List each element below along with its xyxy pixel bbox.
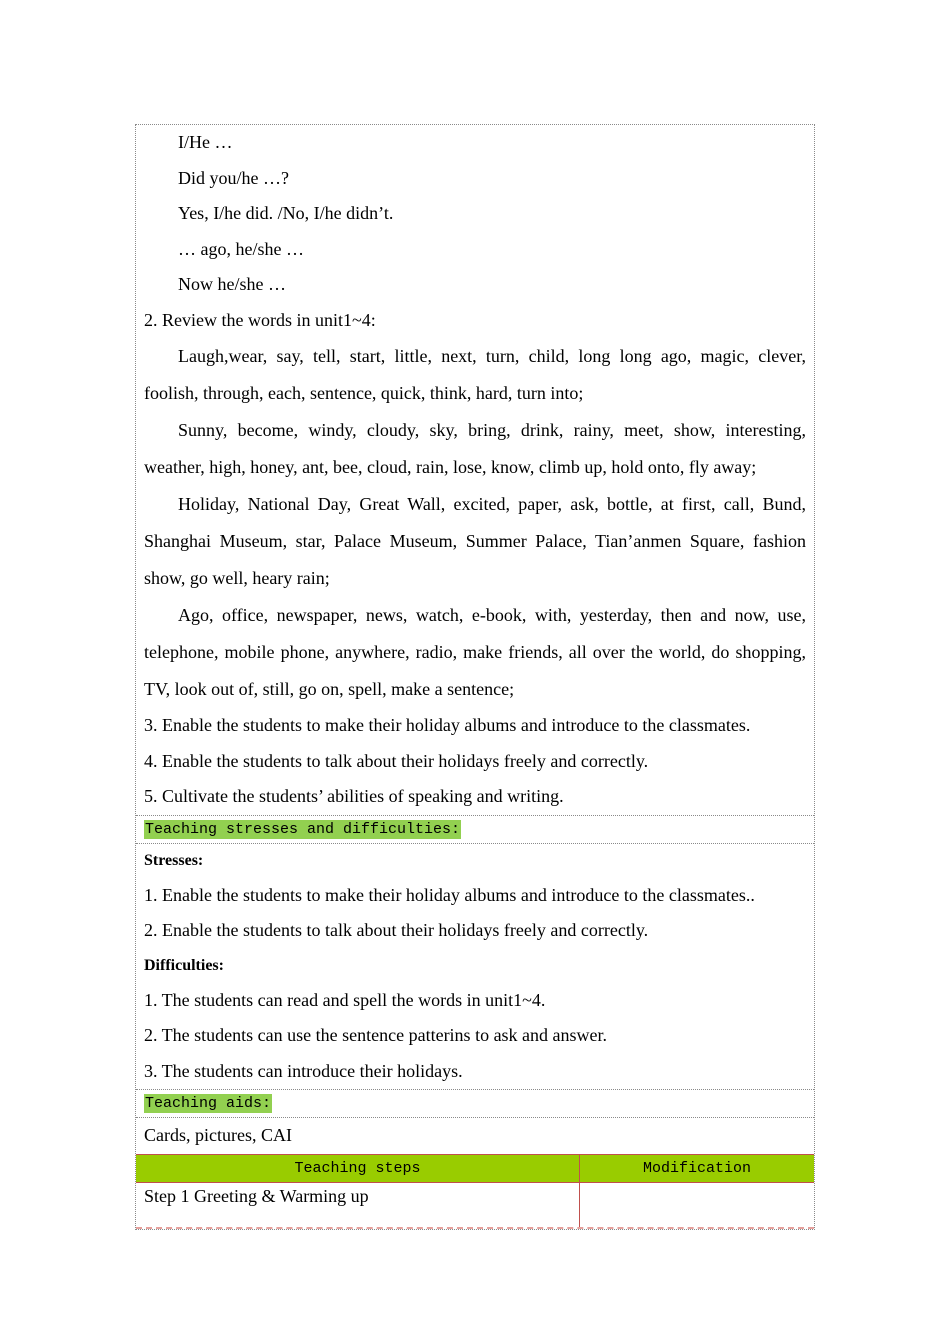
aids-heading-row [136,1089,814,1117]
difficulty-item: 1. The students can read and spell the words in unit1~4. [144,989,546,1010]
pattern-line: Yes, I/he did. /No, I/he didn’t. [178,203,394,223]
stresses-label: Stresses: [144,851,204,869]
word-paragraph: Sunny, become, windy, cloudy, sky, bring, drink, rainy, meet, show, interesting, weather, high, honey, ant, bee, cloud, rain, lose, know, climb up, hold onto, fly away; [144,420,806,477]
objective-item: 4. Enable the students to talk about their holidays freely and correctly. [144,750,649,771]
difficulty-item: 3. The students can introduce their holidays. [144,1060,463,1081]
aids-text: Cards, pictures, CAI [144,1125,292,1145]
step-cell [136,1183,580,1227]
modification-cell [580,1183,814,1227]
stresses-cell [136,843,814,1090]
pattern-line: Did you/he …? [178,167,289,188]
lesson-plan-table [135,124,815,1230]
objective-item: 3. Enable the students to make their holiday albums and introduce to the classmates. [144,715,751,735]
objective-item: 5. Cultivate the students’ abilities of speaking and writing. [144,786,564,806]
stresses-heading: Teaching stresses and difficulties: [145,820,461,838]
objectives-cell [136,125,814,815]
steps-header-row [136,1154,814,1183]
aids-heading: Teaching aids: [145,1095,272,1112]
teaching-steps-header: Teaching steps [136,1155,580,1182]
stress-item: 2. Enable the students to talk about their holidays freely and correctly. [144,920,649,940]
difficulty-item: 2. The students can use the sentence patterins to ask and answer. [144,1025,608,1045]
step-text: Step 1 Greeting & Warming up [144,1185,369,1206]
modification-header: Modification [642,1159,752,1177]
pattern-line: Now he/she … [178,274,286,294]
step-row [136,1183,814,1229]
word-paragraph: Holiday, National Day, Great Wall, excited, paper, ask, bottle, at first, call, Bund, Shanghai Museum, star, Palace Museum, Summer Palace, Tian’anmen Square, fashion show, go well, heary rain; [144,494,806,588]
stresses-heading-row [136,815,814,843]
review-title: 2. Review the words in unit1~4: [144,309,376,330]
pattern-line: I/He … [178,132,233,152]
difficulties-label: Difficulties: [144,956,224,974]
stress-item: 1. Enable the students to make their holiday albums and introduce to the classmates.. [144,884,755,905]
word-paragraph: Ago, office, newspaper, news, watch, e-book, with, yesterday, then and now, use, telephone, mobile phone, anywhere, radio, make friends, all over the world, do shopping, TV, look out of, still, go on, spell, make a sentence; [144,605,806,699]
word-paragraph: Laugh,wear, say, tell, start, little, next, turn, child, long long ago, magic, clever, foolish, through, each, sentence, quick, think, hard, turn into; [144,346,806,403]
pattern-line: … ago, he/she … [178,238,304,259]
aids-cell [136,1117,814,1154]
